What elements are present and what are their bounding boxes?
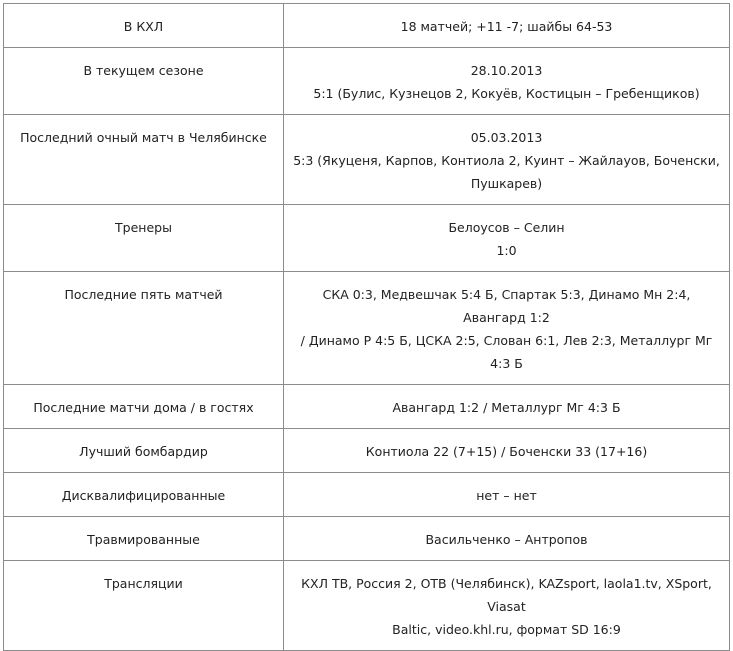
value-line: Авангард 1:2 / Металлург Мг 4:3 Б: [392, 400, 621, 415]
value-line: 1:0: [496, 243, 517, 258]
value-line: СКА 0:3, Медвешчак 5:4 Б, Спартак 5:3, Динамо Мн 2:4, Авангард 1:2: [322, 287, 691, 325]
row-label: Травмированные: [4, 517, 284, 561]
table-row: [4, 517, 730, 561]
table-row: [4, 385, 730, 429]
value-line: Васильченко – Антропов: [425, 532, 588, 547]
row-value: [284, 385, 730, 429]
row-value: [284, 48, 730, 115]
row-label: Последние пять матчей: [4, 272, 284, 385]
value-line: 5:1 (Булис, Кузнецов 2, Кокуёв, Костицын – Гребенщиков): [313, 86, 700, 101]
row-value: [284, 561, 730, 651]
table-row: [4, 561, 730, 651]
row-label: Последний очный матч в Челябинске: [4, 115, 284, 205]
value-line: Baltic, video.khl.ru, формат SD 16:9: [392, 622, 621, 637]
row-label: В КХЛ: [4, 4, 284, 48]
row-label: Последние матчи дома / в гостях: [4, 385, 284, 429]
value-line: Пушкарев): [470, 176, 543, 191]
row-label: Лучший бомбардир: [4, 429, 284, 473]
value-line: нет – нет: [476, 488, 537, 503]
table-row: [4, 473, 730, 517]
value-line: 05.03.2013: [470, 130, 543, 145]
row-value: [284, 4, 730, 48]
row-value: [284, 272, 730, 385]
value-line: 28.10.2013: [470, 63, 543, 78]
value-line: КХЛ ТВ, Россия 2, ОТВ (Челябинск), KAZsport, laola1.tv, XSport, Viasat: [301, 576, 712, 614]
value-line: / Динамо Р 4:5 Б, ЦСКА 2:5, Слован 6:1, Лев 2:3, Металлург Мг 4:3 Б: [300, 333, 713, 371]
row-label: Трансляции: [4, 561, 284, 651]
table-row: [4, 429, 730, 473]
table-row: [4, 205, 730, 272]
row-label: Тренеры: [4, 205, 284, 272]
row-value: [284, 473, 730, 517]
value-line: 5:3 (Якуценя, Карпов, Контиола 2, Куинт – Жайлауов, Боченски,: [293, 153, 720, 168]
row-value: [284, 517, 730, 561]
match-stats-table: [3, 3, 730, 651]
row-label: Дисквалифицированные: [4, 473, 284, 517]
row-value: [284, 205, 730, 272]
table-row: [4, 115, 730, 205]
row-value: [284, 429, 730, 473]
value-line: 18 матчей; +11 -7; шайбы 64-53: [400, 19, 613, 34]
table-row: [4, 48, 730, 115]
value-line: Контиола 22 (7+15) / Боченски 33 (17+16): [365, 444, 648, 459]
table-row: [4, 4, 730, 48]
value-line: Белоусов – Селин: [448, 220, 565, 235]
table-row: [4, 272, 730, 385]
row-label: В текущем сезоне: [4, 48, 284, 115]
row-value: [284, 115, 730, 205]
